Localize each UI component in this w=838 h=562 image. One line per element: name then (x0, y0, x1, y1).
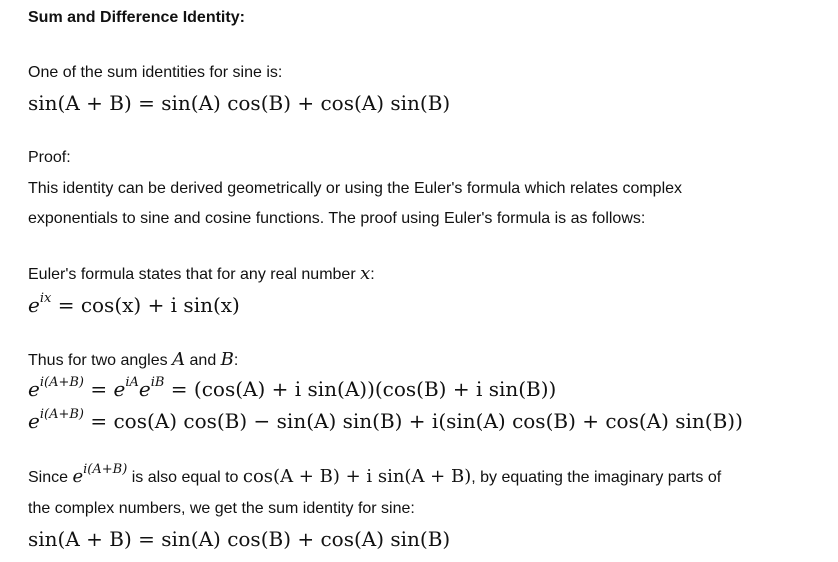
proof-line-2: exponentials to sine and cosine functions. The proof using Euler's formula is as follows: (28, 210, 646, 227)
angles-var-a: A (172, 349, 186, 370)
exp2-rhs: = cos(A) cos(B) − sin(A) sin(B) + i(sin(A) cos(B) + cos(A) sin(B)) (90, 409, 743, 433)
euler-exponent: ix (39, 291, 52, 307)
exp2-exponent: i(A+B) (39, 407, 84, 423)
euler-equation (28, 293, 240, 317)
final-lhs: sin(A + B) (28, 527, 132, 551)
identity-equation (28, 91, 450, 115)
proof-label: Proof: (28, 149, 71, 166)
exp1-mid1-base: e (113, 377, 126, 401)
exp1-exponent: i(A+B) (39, 375, 84, 391)
since-line-2: the complex numbers, we get the sum identity for sine: (28, 500, 415, 517)
angles-intro (28, 350, 238, 371)
euler-base: e (28, 293, 40, 317)
since-post: , by equating the imaginary parts of (471, 469, 722, 486)
since-line (28, 462, 722, 488)
exp1-mid2-exponent: iB (150, 375, 165, 391)
euler-intro-tail: : (370, 266, 375, 283)
exp2-base: e (28, 409, 40, 433)
angles-intro-text1: Thus for two angles (28, 352, 173, 369)
euler-intro-text: Euler's formula states that for any real number (28, 266, 361, 283)
identity-lhs: sin(A + B) (28, 91, 132, 115)
angles-var-b: B (220, 349, 234, 370)
expansion-equation-2 (28, 409, 743, 433)
final-rhs: = sin(A) cos(B) + cos(A) sin(B) (138, 527, 451, 551)
section-heading: Sum and Difference Identity: (28, 9, 245, 26)
intro-text: One of the sum identities for sine is: (28, 64, 283, 81)
euler-intro (28, 264, 375, 285)
identity-rhs: = sin(A) cos(B) + cos(A) sin(B) (138, 91, 451, 115)
exp1-mid2-base: e (138, 377, 151, 401)
final-equation (28, 527, 450, 551)
exp1-mid1-exponent: iA (125, 375, 139, 391)
angles-intro-text2: and (185, 352, 221, 369)
since-exp-term: $e^{i(A+B)}$ (72, 462, 128, 487)
angles-intro-tail: : (233, 352, 239, 369)
since-mid: is also equal to (127, 469, 243, 486)
exp1-rhs: = (cos(A) + i sin(A))(cos(B) + i sin(B)) (170, 377, 557, 401)
euler-rhs: = cos(x) + i sin(x) (57, 293, 240, 317)
since-pre: Since (28, 469, 73, 486)
exp1-base: e (28, 377, 40, 401)
proof-line-1: This identity can be derived geometrically or using the Euler's formula which relates complex (28, 180, 683, 197)
since-math: cos(A + B) + i sin(A + B) (242, 466, 472, 487)
euler-intro-var: x (360, 263, 371, 284)
expansion-equation-1: $e^{i(A+B)} = e^{iA}e^{iB} = (\cos(A) + i$ sin(A))(cos(B) + i sin(B)) (28, 375, 557, 401)
